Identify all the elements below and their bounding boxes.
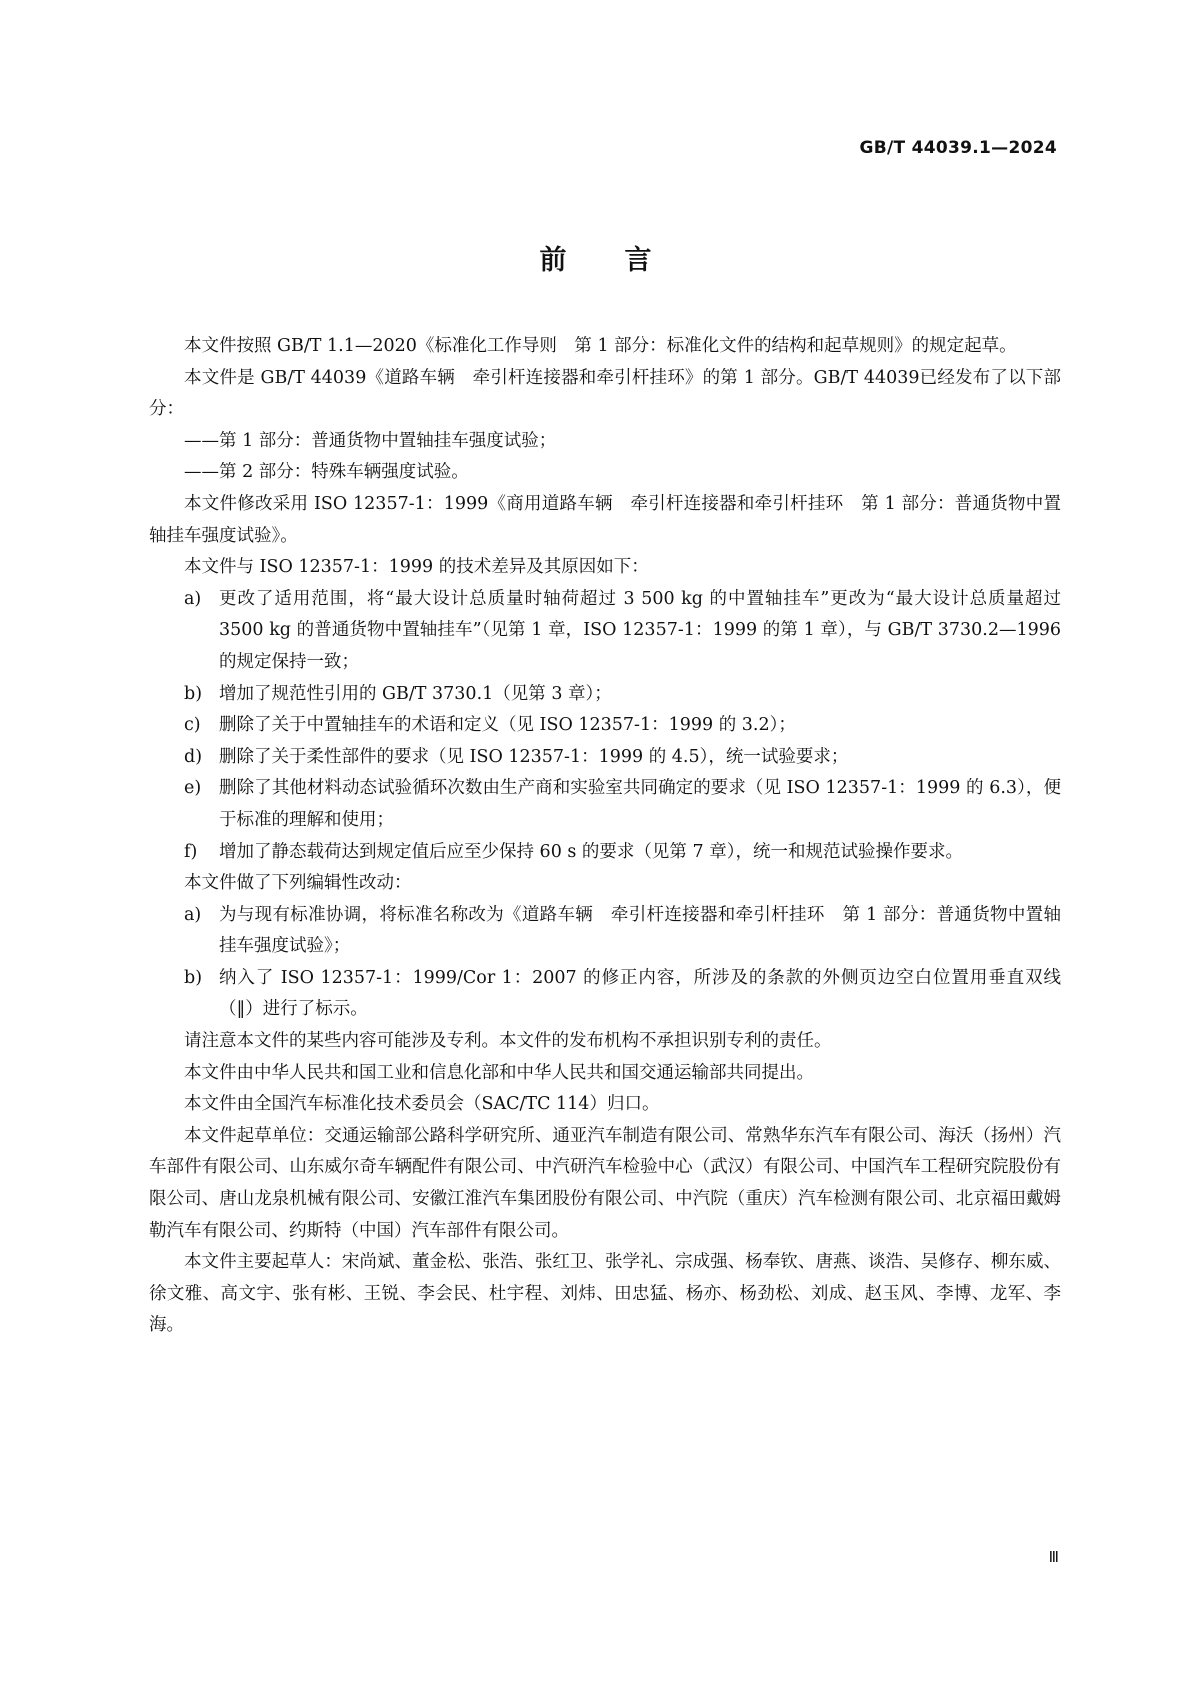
item-text: 删除了关于柔性部件的要求（见 ISO 12357-1：1999 的 4.5），统一试验要求； (219, 746, 849, 767)
item-label: b) (184, 967, 203, 988)
technical-difference-item (149, 742, 1061, 774)
item-text: 纳入了 ISO 12357-1：1999/Cor 1：2007 的修正内容，所涉及的条款的外侧页边空白位置用垂直双线（‖）进行了标示。 (219, 967, 1061, 1020)
paragraph-technical-committee: 本文件由全国汽车标准化技术委员会（SAC/TC 114）归口。 (184, 1094, 660, 1115)
item-text: 增加了规范性引用的 GB/T 3730.1（见第 3 章）； (219, 683, 612, 704)
paragraph-drafters: 本文件主要起草人：宋尚斌、董金松、张浩、张红卫、张学礼、宗成强、杨奉钦、唐燕、谈浩、吴修存、柳东威、徐文雅、高文宇、张有彬、王锐、李会民、杜宇程、刘炜、田忠猛、杨亦、杨劲松、刘成、赵玉风、李博、龙军、李海。 (149, 1252, 1061, 1336)
item-text: 为与现有标准协调，将标准名称改为《道路车辆 牵引杆连接器和牵引杆挂环 第 1 部分：普通货物中置轴挂车强度试验》； (219, 904, 1061, 957)
item-label: a) (184, 904, 202, 925)
editorial-change-item (149, 900, 1061, 963)
page-number: Ⅲ (1048, 1548, 1059, 1566)
standard-code: GB/T 44039.1—2024 (859, 138, 1057, 158)
paragraph-editorial-changes-intro: 本文件做了下列编辑性改动： (184, 873, 412, 894)
technical-difference-item (149, 710, 1061, 742)
item-label: d) (184, 746, 203, 767)
foreword-body (149, 331, 1061, 1342)
technical-difference-item (149, 584, 1061, 679)
part-list-item: ——第 2 部分：特殊车辆强度试验。 (184, 462, 469, 483)
item-text: 删除了其他材料动态试验循环次数由生产商和实验室共同确定的要求（见 ISO 12357-1：1999 的 6.3），便于标准的理解和使用； (219, 778, 1061, 830)
part-list-item: ——第 1 部分：普通货物中置轴挂车强度试验； (184, 430, 557, 451)
paragraph-drafting-rules: 本文件按照 GB/T 1.1—2020《标准化工作导则 第 1 部分：标准化文件的结构和起草规则》的规定起草。 (184, 336, 1017, 356)
technical-difference-item (149, 837, 1061, 869)
title-char-1: 前 (539, 245, 567, 276)
page-title (0, 238, 1191, 277)
paragraph-iso-adoption: 本文件修改采用 ISO 12357-1：1999《商用道路车辆 牵引杆连接器和牵引杆挂环 第 1 部分：普通货物中置轴挂车强度试验》。 (149, 493, 1061, 546)
item-text: 更改了适用范围，将“最大设计总质量时轴荷超过 3 500 kg 的中置轴挂车”更改为“最大设计总质量超过 3500 kg 的普通货物中置轴挂车”（见第 1 章，ISO 12357-1：1999 的第 1 章），与 GB/T 3730.2—1996 的规定保持一致； (219, 588, 1061, 672)
item-label: f) (184, 841, 198, 862)
technical-difference-item (149, 679, 1061, 711)
paragraph-technical-differences-intro: 本文件与 ISO 12357-1：1999 的技术差异及其原因如下： (184, 557, 649, 578)
item-label: a) (184, 588, 202, 609)
item-label: c) (184, 715, 201, 736)
paragraph-drafting-organizations: 本文件起草单位：交通运输部公路科学研究所、通亚汽车制造有限公司、常熟华东汽车有限公司、海沃（扬州）汽车部件有限公司、山东威尔奇车辆配件有限公司、中汽研汽车检验中心（武汉）有限公司、中国汽车工程研究院股份有限公司、唐山龙泉机械有限公司、安徽江淮汽车集团股份有限公司、中汽院（重庆）汽车检测有限公司、北京福田戴姆勒汽车有限公司、约斯特（中国）汽车部件有限公司。 (149, 1125, 1061, 1241)
item-text: 删除了关于中置轴挂车的术语和定义（见 ISO 12357-1：1999 的 3.2）； (219, 715, 796, 736)
paragraph-part-structure: 本文件是 GB/T 44039《道路车辆 牵引杆连接器和牵引杆挂环》的第 1 部分。GB/T 44039已经发布了以下部分： (149, 367, 1061, 420)
title-char-2: 言 (624, 245, 652, 276)
item-text: 增加了静态载荷达到规定值后应至少保持 60 s 的要求（见第 7 章），统一和规范试验操作要求。 (219, 841, 963, 862)
editorial-change-item (149, 963, 1061, 1026)
paragraph-proposer: 本文件由中华人民共和国工业和信息化部和中华人民共和国交通运输部共同提出。 (184, 1062, 814, 1083)
paragraph-patent-notice: 请注意本文件的某些内容可能涉及专利。本文件的发布机构不承担识别专利的责任。 (184, 1031, 832, 1052)
item-label: b) (184, 683, 203, 704)
technical-difference-item (149, 773, 1061, 836)
item-label: e) (184, 778, 202, 799)
